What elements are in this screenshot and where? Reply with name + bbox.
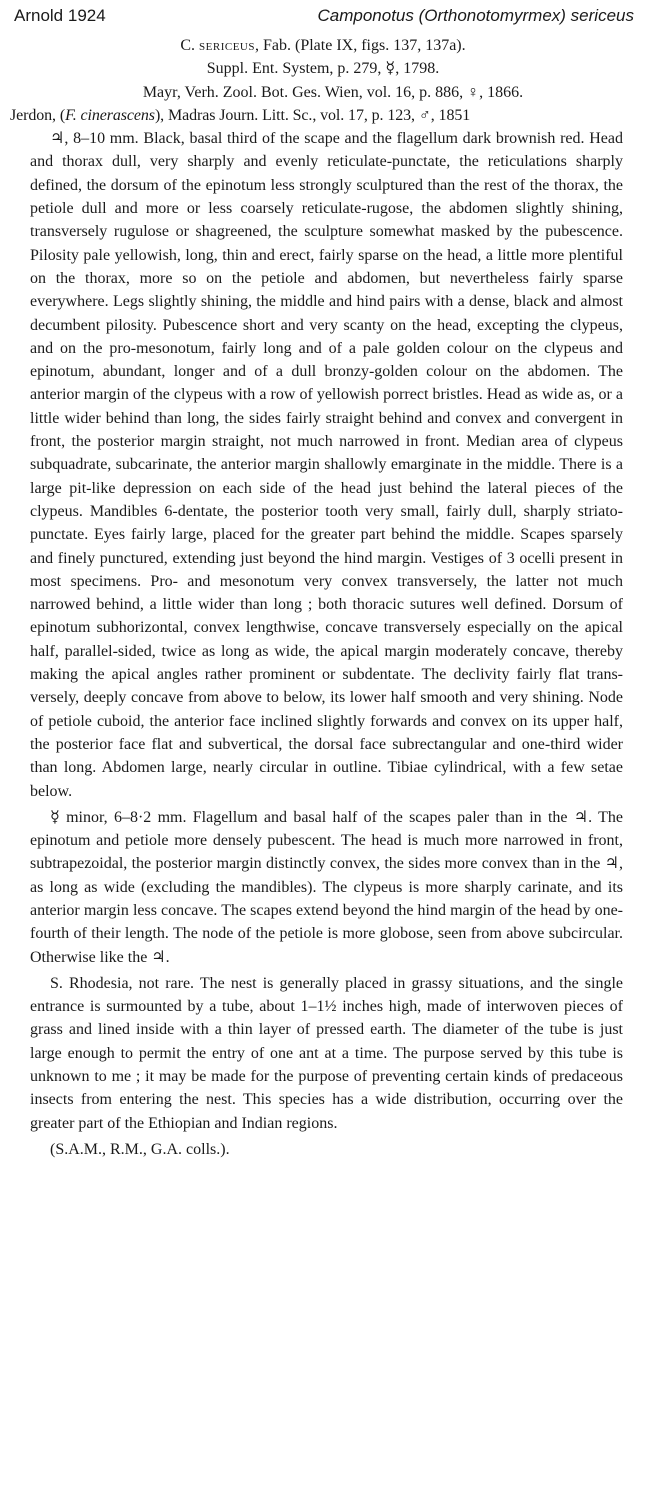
description-soldier: ♃, 8–10 mm. Black, basal third of the scape and the flagellum dark brownish red. Head and thorax dull, very sharply and evenly reticulate-punctate, the reticulations sharply defined, the dorsum of the epinotum less strongly sculptured than the rest of the thorax, the petiole dull and more or less coarsely reticulate-rugose, the abdomen slightly shining, transversely rugulose or shagreened, the sculpture somewhat masked by the pubescence. Pilosity pale yellowish, long, thin and erect, fairly sparse on the head, a little more plentiful on the thorax, more so on the petiole and abdomen, but nevertheless fairly sparse everywhere. Legs slightly shining, the middle and hind pairs with a dense, black and almost decumbent pilosity. Pubescence short and very scanty on the head, excepting the clypeus, and on the pro-mesonotum, fairly long and of a pale golden colour on the clypeus and epinotum, abundant, longer and of a dull bronzy-golden colour on the abdomen. The anterior margin of the clypeus with a row of yellowish porrect bristles. Head as wide as, or a little wider behind than long, the sides fairly straight behind and convex and convergent in front, the posterior margin straight, not much narrowed in front. Median area of clypeus subquadrate, subcarinate, the anterior margin shallowly emarginate in the middle. There is a large pit-like depression on each side of the head just behind the lateral pieces of the clypeus. Mandibles 6-dentate, the posterior tooth very small, fairly dull, sharply striato-punctate. Eyes fairly large, placed for the greater part behind the middle. Scapes sparsely and finely punctured, extending just beyond the hind margin. Vestiges of 3 ocelli present in most specimens. Pro- and mesonotum very convex transversely, the latter not much narrowed behind, a little wider than long ; both thoracic sutures well defined. Dorsum of epinotum subhorizontal, convex lengthwise, concave transversely especially on the apical half, parallel-sided, twice as long as wide, the apical margin moderately concave, thereby making the apical angles rather prominent or subdentate. The declivity fairly flat transversely, deeply concave from above to below, its lower half smooth and very shining. Node of petiole cuboid, the anterior face inclined slightly forwards and convex on its upper half, the posterior face flat and subvertical, the dorsal face subrectangular and one-third wider than long. Abdomen large, nearly circular in outline. Tibiae cylindrical, with a few setae below. — [30, 130, 623, 800]
species-heading — [0, 34, 646, 57]
species-author-plate: , Fab. (Plate IX, figs. 137, 137a). — [255, 37, 466, 54]
reference-jerdon-synonym: F. cinerascens — [65, 106, 155, 124]
header-author-year: Arnold 1924 — [14, 6, 106, 25]
reference-jerdon-post: ), Madras Journ. Litt. Sc., vol. 17, p. 123, ♂, 1851 — [154, 106, 471, 124]
document-body — [0, 34, 646, 1161]
reference-jerdon — [0, 104, 646, 127]
collections-note: (S.A.M., R.M., G.A. colls.). — [50, 1140, 230, 1158]
species-name-prefix: C. — [180, 37, 200, 54]
page-header — [14, 6, 634, 32]
distribution-biology: S. Rhodesia, not rare. The nest is generally placed in grassy situations, and the single entrance is surmounted by a tube, about 1–1½ inches high, made of interwoven pieces of grass and lined inside with a thin layer of pressed earth. The diameter of the tube is just large enough to permit the entry of one ant at a time. The purpose served by this tube is unknown to me ; it may be made for the purpose of preventing certain kinds of predaceous insects from entering the nest. This species has a wide distribution, occurring over the greater part of the Ethiopian and Indian regions. — [30, 974, 623, 1132]
reference-mayr: Mayr, Verh. Zool. Bot. Ges. Wien, vol. 16, p. 886, ♀, 1866. — [142, 83, 524, 101]
reference-fabricius: Suppl. Ent. System, p. 279, ☿, 1798. — [206, 60, 440, 78]
reference-jerdon-pre: Jerdon, ( — [10, 106, 66, 124]
header-taxon: Camponotus (Orthonotomyrmex) sericeus — [317, 6, 634, 25]
species-name: sericeus — [199, 37, 255, 54]
description-minor-worker: ☿ minor, 6–8·2 mm. Flagellum and basal half of the scapes paler than in the ♃. The epinotum and petiole more densely pubescent. The head is much more narrowed in front, subtrapezoidal, the posterior margin distinctly convex, the sides more convex than in the ♃, as long as wide (excluding the mandibles). The clypeus is more sharply carinate, and its anterior margin less concave. The scapes extend beyond the hind margin of the head by one-fourth of their length. The node of the petiole is more globose, seen from above subcircular. Otherwise like the ♃. — [30, 808, 623, 966]
